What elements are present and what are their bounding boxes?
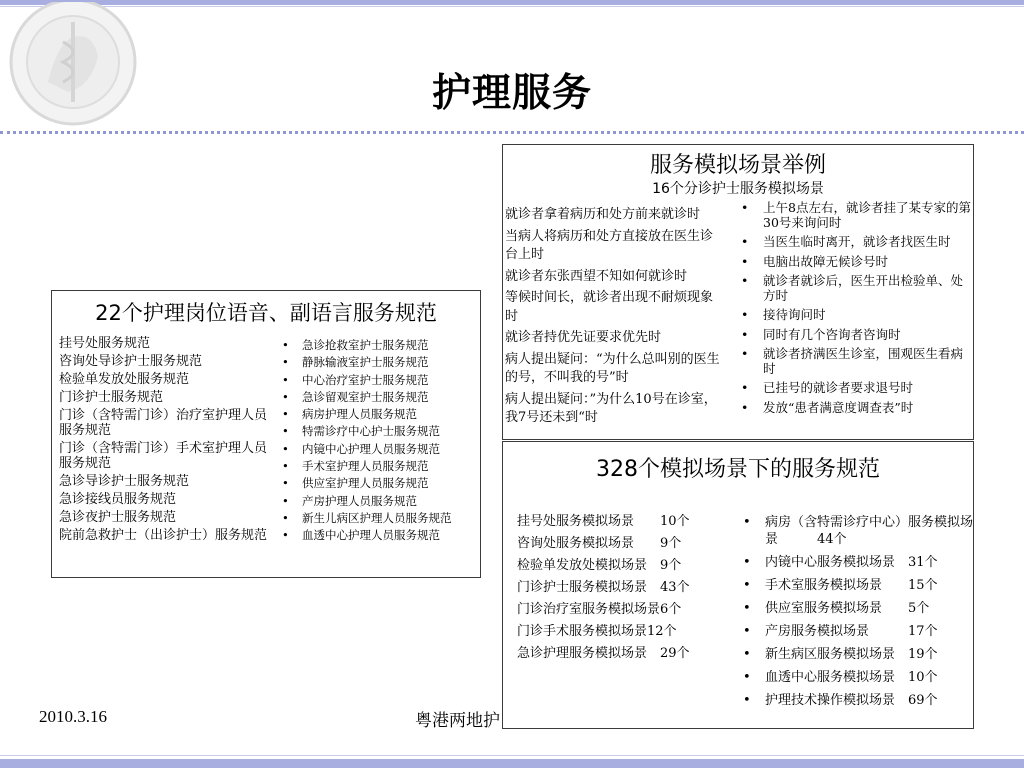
scene-norms-count-box — [502, 441, 974, 729]
bullet-icon: • — [282, 459, 289, 474]
bullet-icon: • — [743, 670, 751, 685]
bullet-icon: • — [282, 528, 289, 543]
bullet-icon: • — [743, 647, 751, 662]
list-item: 等候时间长，就诊者出现不耐烦现象时 — [505, 290, 714, 324]
bullet-icon: • — [282, 424, 289, 439]
list-item: 咨询处服务模拟场景 9个 — [517, 536, 682, 551]
list-item: • 急诊留观室护士服务规范 — [280, 389, 480, 406]
bullet-icon: • — [741, 380, 749, 395]
list-item: 病人提出疑问：”为什么10号在诊室，我7号还未到“时 — [505, 391, 717, 425]
scene-list-1 — [505, 206, 725, 431]
list-item: 门诊护士服务规范 — [59, 390, 164, 405]
header-divider — [0, 131, 1024, 134]
bullet-icon: • — [282, 355, 289, 370]
list-item: 急诊接线员服务规范 — [59, 492, 177, 507]
list-item: 门诊护士服务模拟场景 43个 — [517, 580, 690, 595]
list-item: 就诊者东张西望不知如何就诊时 — [505, 268, 688, 284]
list-item: 门诊手术服务模拟场景12个 — [517, 624, 677, 639]
list-item: • 供应室护理人员服务规范 — [280, 475, 480, 492]
scene-count-list-1 — [517, 512, 737, 666]
bullet-icon: • — [282, 476, 289, 491]
nursing-post-list-1 — [59, 336, 269, 546]
bullet-icon: • — [743, 555, 751, 570]
list-item: • 新生儿病区护理人员服务规范 — [280, 510, 480, 527]
list-item: • 就诊者就诊后，医生开出检验单、处方时 — [741, 273, 964, 303]
bullet-icon: • — [282, 407, 289, 422]
top-accent-line — [0, 6, 1024, 7]
list-item: • 特需诊疗中心护士服务规范 — [280, 423, 480, 440]
list-item: 急诊导诊护士服务规范 — [59, 474, 190, 489]
list-item: • 上午8点左右，就诊者挂了某专家的第30号来询问时 — [741, 200, 971, 230]
list-item: • 内镜中心护理人员服务规范 — [280, 441, 480, 458]
bullet-icon: • — [741, 399, 749, 415]
bullet-icon: • — [282, 493, 289, 508]
list-item: • 供应室服务模拟场景 5个 — [743, 601, 930, 616]
list-item: 急诊夜护士服务规范 — [59, 510, 177, 525]
list-item: 挂号处服务模拟场景 10个 — [517, 514, 690, 529]
bullet-icon: • — [741, 346, 749, 361]
simulation-scene-examples-box — [502, 144, 974, 440]
list-item: • 病房护理人员服务规范 — [280, 406, 480, 423]
list-item: 院前急救护士（出诊护士）服务规范 — [59, 528, 268, 543]
bullet-icon: • — [282, 441, 289, 456]
list-item: • 血透中心服务模拟场景 10个 — [743, 670, 938, 685]
bullet-icon: • — [743, 578, 751, 593]
list-item: • 静脉输液室护士服务规范 — [280, 354, 480, 371]
list-item: 挂号处服务规范 — [59, 336, 151, 351]
list-item: • 护理技术操作模拟场景 69个 — [743, 693, 938, 708]
page-title: 护理服务 — [431, 71, 592, 116]
list-item: 门诊治疗室服务模拟场景6个 — [517, 602, 682, 617]
bullet-icon: • — [741, 234, 749, 249]
list-item: • 产房护理人员服务规范 — [280, 493, 480, 510]
list-item: • 产房服务模拟场景 17个 — [743, 624, 938, 639]
list-item: 检验单发放处模拟场景 9个 — [517, 558, 682, 573]
nursing-post-norms-box — [51, 290, 481, 578]
scene-norms-count-title: 328个模拟场景下的服务规范 — [596, 457, 880, 482]
list-item: • 内镜中心服务模拟场景 31个 — [743, 555, 938, 570]
list-item: 咨询处导诊护士服务规范 — [59, 354, 203, 369]
scene-count-list-2 — [741, 514, 973, 715]
list-item: • 当医生临时离开，就诊者找医生时 — [741, 234, 951, 249]
bullet-icon: • — [743, 624, 751, 639]
bullet-icon: • — [741, 253, 749, 269]
list-item: • 手术室服务模拟场景 15个 — [743, 578, 938, 593]
nursing-post-norms-title: 22个护理岗位语音、副语言服务规范 — [95, 301, 437, 325]
list-item: 急诊护理服务模拟场景 29个 — [517, 646, 690, 661]
bullet-icon: • — [741, 326, 749, 342]
list-item: • 中心治疗室护士服务规范 — [280, 372, 480, 389]
list-item: • 病房（含特需诊疗中心）服务模拟场景 44个 — [743, 515, 974, 547]
list-item: 门诊（含特需门诊）手术室护理人员服务规范 — [59, 441, 268, 471]
list-item: • 同时有几个咨询者咨询时 — [741, 326, 901, 342]
bullet-icon: • — [743, 515, 751, 530]
list-item: 检验单发放处服务规范 — [59, 372, 190, 387]
bullet-icon: • — [741, 307, 749, 322]
bullet-icon: • — [743, 601, 751, 616]
list-item: • 就诊者挤满医生诊室，围观医生看病时 — [741, 346, 964, 376]
scene-list-2 — [739, 201, 975, 420]
nursing-post-list-2 — [280, 337, 480, 545]
footer-date: 2010.3.16 — [39, 707, 107, 726]
bullet-icon: • — [741, 273, 749, 288]
top-accent-band — [0, 0, 1024, 5]
list-item: • 电脑出故障无候诊号时 — [741, 253, 889, 269]
list-item: • 急诊抢救室护士服务规范 — [280, 337, 480, 354]
list-item: • 发放“患者满意度调查表”时 — [741, 399, 914, 415]
bottom-accent-line — [0, 755, 1024, 756]
list-item: • 已挂号的就诊者要求退号时 — [741, 380, 914, 395]
footer-organization: 粤港两地护 — [415, 711, 500, 731]
simulation-scene-examples-subtitle: 16个分诊护士服务模拟场景 — [652, 181, 824, 197]
list-item: 就诊者拿着病历和处方前来就诊时 — [505, 207, 701, 222]
list-item: 就诊者持优先证要求优先时 — [505, 330, 662, 345]
list-item: 当病人将病历和处方直接放在医生诊台上时 — [505, 228, 714, 262]
list-item: • 接待询问时 — [741, 307, 826, 322]
bullet-icon: • — [282, 510, 289, 525]
list-item: • 血透中心护理人员服务规范 — [280, 527, 480, 544]
bullet-icon: • — [741, 200, 749, 215]
simulation-scene-examples-title: 服务模拟场景举例 — [649, 153, 826, 178]
list-item: 病人提出疑问：“为什么总叫别的医生的号，不叫我的号”时 — [505, 351, 720, 385]
list-item: • 新生病区服务模拟场景 19个 — [743, 647, 938, 662]
bullet-icon: • — [282, 338, 289, 352]
list-item: • 手术室护理人员服务规范 — [280, 458, 480, 475]
bottom-accent-band — [0, 759, 1024, 768]
bullet-icon: • — [282, 389, 289, 404]
list-item: 门诊（含特需门诊）治疗室护理人员服务规范 — [59, 408, 268, 438]
bullet-icon: • — [743, 693, 751, 708]
bullet-icon: • — [282, 372, 289, 387]
